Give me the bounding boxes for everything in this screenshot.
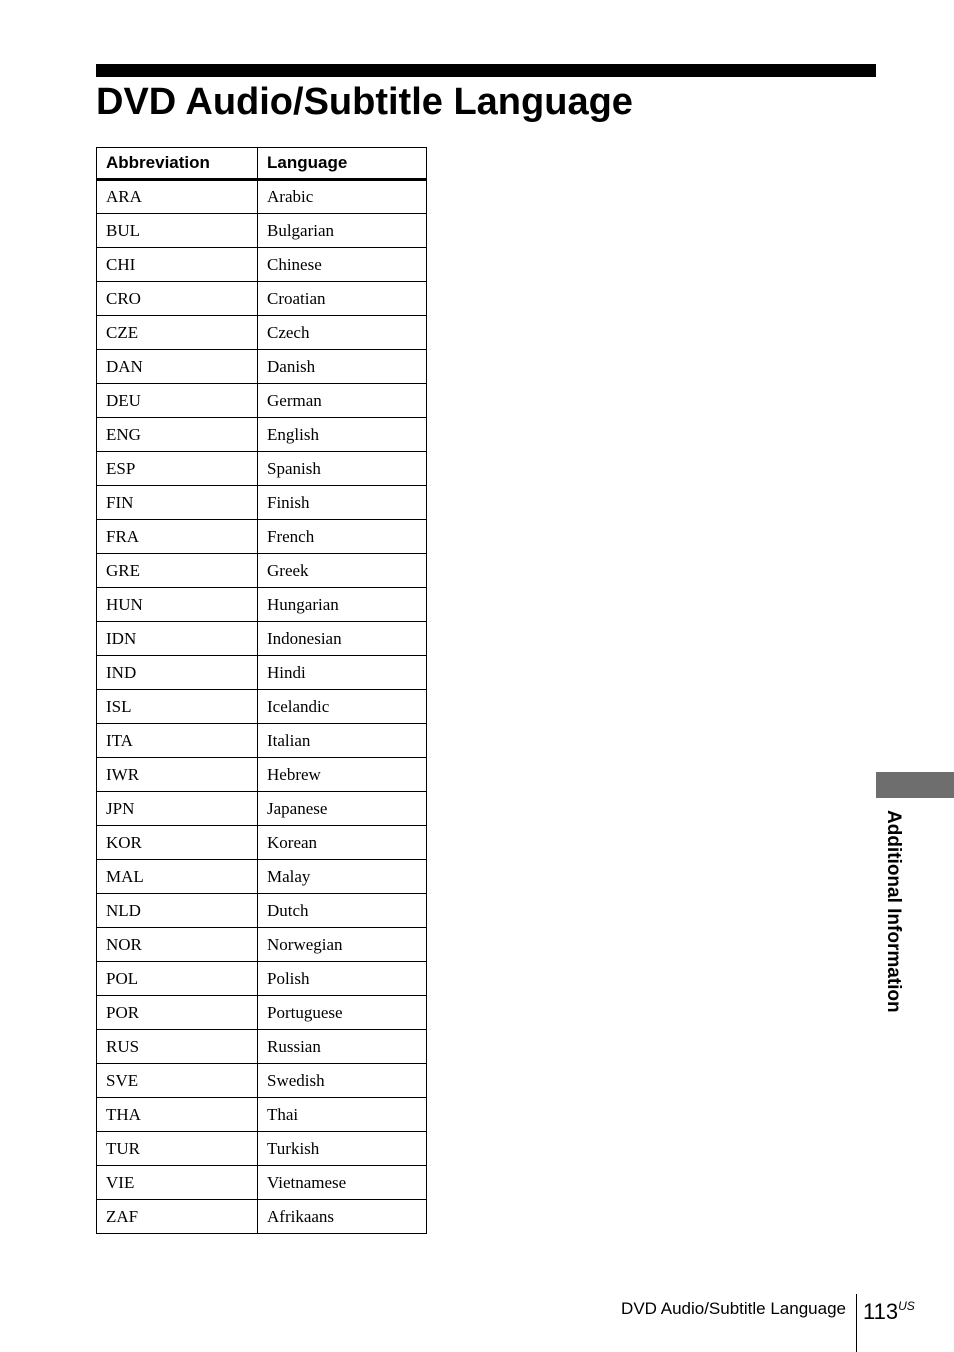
language-table <box>96 147 427 1234</box>
abbreviation-cell: FRA <box>97 520 258 554</box>
table-row <box>97 282 427 316</box>
language-cell: French <box>258 520 427 554</box>
page-number-suffix: US <box>898 1299 915 1313</box>
title-rule <box>96 64 876 77</box>
language-cell: Chinese <box>258 248 427 282</box>
language-cell: Norwegian <box>258 928 427 962</box>
abbreviation-cell: CHI <box>97 248 258 282</box>
abbreviation-cell: GRE <box>97 554 258 588</box>
language-cell: English <box>258 418 427 452</box>
table-row <box>97 1132 427 1166</box>
page-number-value: 113 <box>863 1299 899 1324</box>
table-row <box>97 622 427 656</box>
table-row <box>97 486 427 520</box>
abbreviation-cell: SVE <box>97 1064 258 1098</box>
table-row <box>97 758 427 792</box>
abbreviation-cell: ESP <box>97 452 258 486</box>
table-row <box>97 1200 427 1234</box>
abbreviation-cell: VIE <box>97 1166 258 1200</box>
language-cell: Hebrew <box>258 758 427 792</box>
language-cell: Hungarian <box>258 588 427 622</box>
table-row <box>97 860 427 894</box>
language-cell: Turkish <box>258 1132 427 1166</box>
table-row <box>97 588 427 622</box>
abbreviation-cell: HUN <box>97 588 258 622</box>
table-row <box>97 928 427 962</box>
abbreviation-cell: ENG <box>97 418 258 452</box>
language-cell: Arabic <box>258 180 427 214</box>
abbreviation-cell: IDN <box>97 622 258 656</box>
language-cell: Afrikaans <box>258 1200 427 1234</box>
language-cell: Icelandic <box>258 690 427 724</box>
language-cell: Polish <box>258 962 427 996</box>
abbreviation-cell: IWR <box>97 758 258 792</box>
column-header-abbreviation: Abbreviation <box>97 148 258 180</box>
abbreviation-cell: MAL <box>97 860 258 894</box>
footer-title: DVD Audio/Subtitle Language <box>621 1299 846 1318</box>
table-row <box>97 520 427 554</box>
language-cell: Swedish <box>258 1064 427 1098</box>
table-row <box>97 316 427 350</box>
table-row <box>97 1030 427 1064</box>
table-row <box>97 350 427 384</box>
abbreviation-cell: ISL <box>97 690 258 724</box>
language-cell: Vietnamese <box>258 1166 427 1200</box>
language-cell: Korean <box>258 826 427 860</box>
abbreviation-cell: CRO <box>97 282 258 316</box>
abbreviation-cell: ITA <box>97 724 258 758</box>
abbreviation-cell: ARA <box>97 180 258 214</box>
abbreviation-cell: IND <box>97 656 258 690</box>
language-cell: Indonesian <box>258 622 427 656</box>
language-cell: Spanish <box>258 452 427 486</box>
language-cell: Portuguese <box>258 996 427 1030</box>
footer-divider <box>856 1294 857 1352</box>
abbreviation-cell: POR <box>97 996 258 1030</box>
language-cell: Greek <box>258 554 427 588</box>
language-cell: Thai <box>258 1098 427 1132</box>
table-row <box>97 1098 427 1132</box>
language-cell: Italian <box>258 724 427 758</box>
language-cell: Croatian <box>258 282 427 316</box>
abbreviation-cell: CZE <box>97 316 258 350</box>
abbreviation-cell: THA <box>97 1098 258 1132</box>
page-number <box>863 1292 915 1326</box>
column-header-language: Language <box>258 148 427 180</box>
table-row <box>97 656 427 690</box>
table-row <box>97 452 427 486</box>
language-cell: Dutch <box>258 894 427 928</box>
table-row <box>97 894 427 928</box>
abbreviation-cell: NOR <box>97 928 258 962</box>
language-cell: Bulgarian <box>258 214 427 248</box>
table-row <box>97 418 427 452</box>
abbreviation-cell: KOR <box>97 826 258 860</box>
table-row <box>97 724 427 758</box>
table-row <box>97 1064 427 1098</box>
abbreviation-cell: NLD <box>97 894 258 928</box>
language-cell: Czech <box>258 316 427 350</box>
language-cell: German <box>258 384 427 418</box>
abbreviation-cell: POL <box>97 962 258 996</box>
table-row <box>97 180 427 214</box>
abbreviation-cell: DEU <box>97 384 258 418</box>
language-cell: Finish <box>258 486 427 520</box>
abbreviation-cell: ZAF <box>97 1200 258 1234</box>
table-row <box>97 1166 427 1200</box>
abbreviation-cell: JPN <box>97 792 258 826</box>
section-tab-marker <box>876 772 954 798</box>
page-title: DVD Audio/Subtitle Language <box>96 81 633 123</box>
abbreviation-cell: RUS <box>97 1030 258 1064</box>
table-row <box>97 384 427 418</box>
table-row <box>97 690 427 724</box>
table-row <box>97 792 427 826</box>
abbreviation-cell: DAN <box>97 350 258 384</box>
table-row <box>97 962 427 996</box>
abbreviation-cell: TUR <box>97 1132 258 1166</box>
section-tab-label: Additional Information <box>883 810 904 1013</box>
language-cell: Danish <box>258 350 427 384</box>
table-body <box>97 180 427 1234</box>
table-row <box>97 248 427 282</box>
table-row <box>97 214 427 248</box>
language-cell: Russian <box>258 1030 427 1064</box>
table-row <box>97 996 427 1030</box>
language-cell: Hindi <box>258 656 427 690</box>
table-header-row <box>97 148 427 180</box>
table-row <box>97 554 427 588</box>
language-cell: Japanese <box>258 792 427 826</box>
abbreviation-cell: BUL <box>97 214 258 248</box>
table-row <box>97 826 427 860</box>
abbreviation-cell: FIN <box>97 486 258 520</box>
language-cell: Malay <box>258 860 427 894</box>
